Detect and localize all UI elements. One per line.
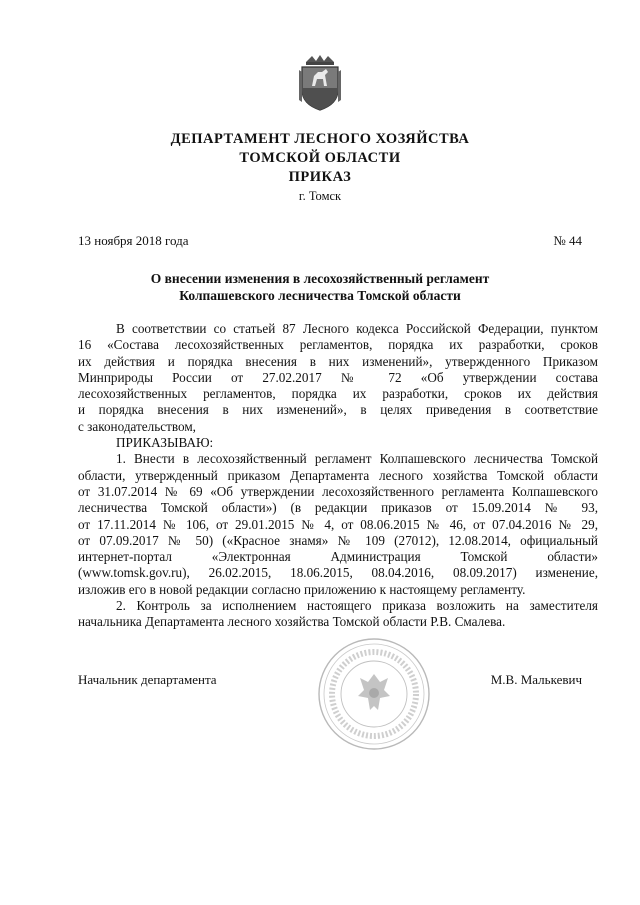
document-type: ПРИКАЗ xyxy=(288,169,352,185)
document-title-line2: Колпашевского лесничества Томской области xyxy=(179,288,461,303)
body-line: Минприроды России от 27.02.2017 № 72 «Об утверждении состава xyxy=(78,369,598,385)
body-line: от 17.11.2014 № 106, от 29.01.2015 № 4, от 08.06.2015 № 46, от 07.04.2016 № 29, xyxy=(78,516,598,532)
body-line: 16 «Состава лесохозяйственных регламентов, порядка их разработки, сроков xyxy=(78,337,598,353)
document-body xyxy=(78,321,598,631)
body-line: с законодательством, xyxy=(78,418,196,434)
body-line: 2. Контроль за исполнением настоящего приказа возложить на заместителя xyxy=(116,598,598,614)
body-line: изложив его в новой редакции согласно приложению к настоящему регламенту. xyxy=(78,581,526,597)
document-city: г. Томск xyxy=(298,189,342,203)
body-line: и порядка внесения в них изменений», в целях приведения в соответствие xyxy=(78,402,598,418)
body-line: от 31.07.2014 № 69 «Об утверждении лесохозяйственного регламента Колпашевского xyxy=(78,483,598,499)
document-title-line1: О внесении изменения в лесохозяйственный регламент xyxy=(150,271,490,286)
official-seal-stamp xyxy=(316,636,432,752)
order-keyword: ПРИКАЗЫВАЮ: xyxy=(116,435,214,451)
signatory-position: Начальник департамента xyxy=(78,672,217,687)
body-line: лесничества Томской области») (в редакции приказов от 15.09.2014 № 93, xyxy=(78,500,598,516)
tomsk-region-coat-of-arms-icon xyxy=(298,52,342,112)
body-line: 1. Внести в лесохозяйственный регламент Колпашевского лесничества Томской xyxy=(116,451,598,467)
body-line: лесохозяйственных регламентов, порядка их разработки, сроков их действия xyxy=(78,386,598,402)
body-line: области, утвержденный приказом Департамента лесного хозяйства Томской области xyxy=(78,467,598,483)
body-line: В соответствии со статьей 87 Лесного кодекса Российской Федерации, пунктом xyxy=(116,321,598,336)
body-line: (www.tomsk.gov.ru), 26.02.2015, 18.06.2015, 08.04.2016, 08.09.2017) изменение, xyxy=(78,565,598,581)
body-line: от 07.09.2017 № 50) («Красное знамя» № 109 (27012), 12.08.2014, официальный xyxy=(78,532,598,548)
department-name-line1: ДЕПАРТАМЕНТ ЛЕСНОГО ХОЗЯЙСТВА xyxy=(170,131,470,147)
signatory-name: М.В. Малькевич xyxy=(490,672,582,687)
department-name-line2: ТОМСКОЙ ОБЛАСТИ xyxy=(239,150,401,166)
body-line: интернет-портал «Электронная Администрация Томской области» xyxy=(78,549,598,565)
body-line: их действия и порядка внесения в них изменений», утвержденного Приказом xyxy=(78,353,598,369)
document-date: 13 ноября 2018 года xyxy=(78,233,189,248)
body-line: начальника Департамента лесного хозяйства Томской области Р.В. Смалева. xyxy=(78,614,506,630)
document-number: № 44 xyxy=(553,233,582,248)
